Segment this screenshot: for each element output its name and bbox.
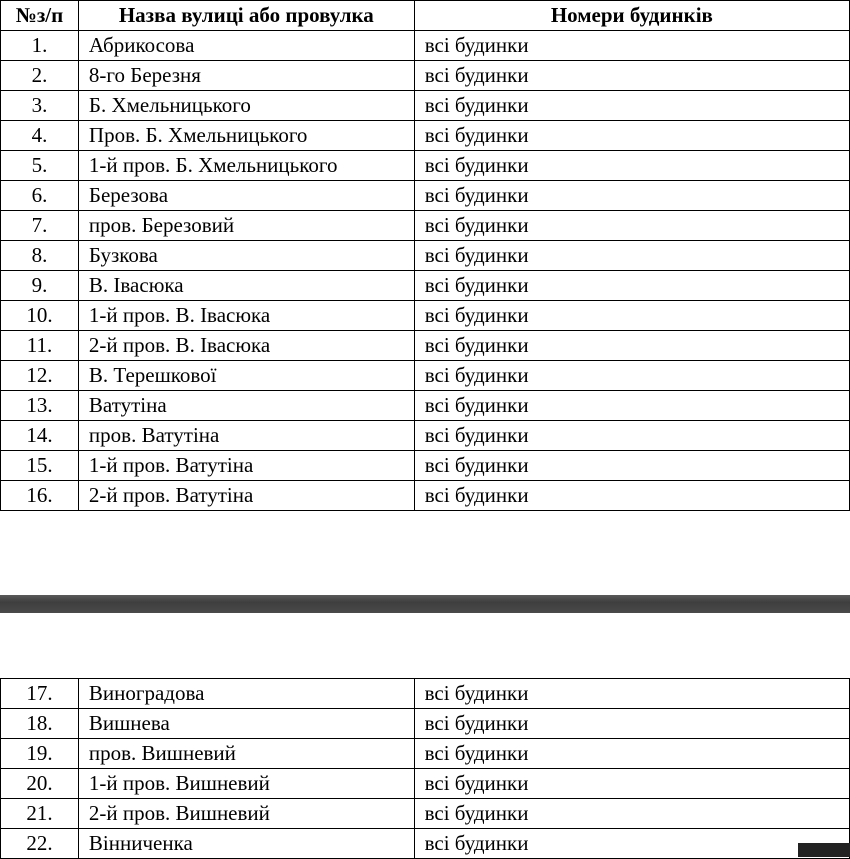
street-name: Абрикосова: [78, 31, 414, 61]
row-number: 19.: [1, 739, 79, 769]
house-numbers: всі будинки: [414, 421, 849, 451]
row-number: 10.: [1, 301, 79, 331]
table-row: [1, 391, 850, 421]
house-numbers: всі будинки: [414, 361, 849, 391]
street-name: Вишнева: [78, 709, 414, 739]
street-name: Пров. Б. Хмельницького: [78, 121, 414, 151]
table-row: [1, 421, 850, 451]
row-number: 1.: [1, 31, 79, 61]
street-name: 1-й пров. Б. Хмельницького: [78, 151, 414, 181]
row-number: 14.: [1, 421, 79, 451]
house-numbers: всі будинки: [414, 241, 849, 271]
row-number: 15.: [1, 451, 79, 481]
house-numbers: всі будинки: [414, 271, 849, 301]
row-number: 9.: [1, 271, 79, 301]
row-number: 2.: [1, 61, 79, 91]
table-row: [1, 271, 850, 301]
street-name: Виноградова: [78, 679, 414, 709]
street-name: пров. Ватутіна: [78, 421, 414, 451]
table-row: [1, 799, 850, 829]
header-number: №з/п: [1, 1, 79, 31]
house-numbers: всі будинки: [414, 451, 849, 481]
row-number: 18.: [1, 709, 79, 739]
table-header-row: [1, 1, 850, 31]
house-numbers: всі будинки: [414, 709, 849, 739]
house-numbers: всі будинки: [414, 211, 849, 241]
row-number: 8.: [1, 241, 79, 271]
table-row: [1, 361, 850, 391]
table-row: [1, 241, 850, 271]
house-numbers: всі будинки: [414, 31, 849, 61]
street-name: 2-й пров. Вишневий: [78, 799, 414, 829]
street-name: Вінниченка: [78, 829, 414, 859]
row-number: 21.: [1, 799, 79, 829]
table-row: [1, 301, 850, 331]
table-row: [1, 31, 850, 61]
house-numbers: всі будинки: [414, 799, 849, 829]
street-name: 1-й пров. Ватутіна: [78, 451, 414, 481]
table-row: [1, 211, 850, 241]
house-numbers: всі будинки: [414, 181, 849, 211]
row-number: 17.: [1, 679, 79, 709]
house-numbers: всі будинки: [414, 91, 849, 121]
house-numbers: всі будинки: [414, 151, 849, 181]
table-row: [1, 709, 850, 739]
page-gap: [0, 595, 850, 613]
table-row: [1, 829, 850, 859]
house-numbers: всі будинки: [414, 829, 849, 859]
house-numbers: всі будинки: [414, 301, 849, 331]
row-number: 22.: [1, 829, 79, 859]
table-row: [1, 769, 850, 799]
corner-overlay: [798, 843, 850, 857]
header-street-name: Назва вулиці або провулка: [78, 1, 414, 31]
row-number: 20.: [1, 769, 79, 799]
table-row: [1, 151, 850, 181]
street-name: пров. Вишневий: [78, 739, 414, 769]
street-name: 2-й пров. Ватутіна: [78, 481, 414, 511]
document-page-2: [0, 613, 850, 857]
table-row: [1, 91, 850, 121]
house-numbers: всі будинки: [414, 331, 849, 361]
street-name: В. Івасюка: [78, 271, 414, 301]
house-numbers: всі будинки: [414, 121, 849, 151]
row-number: 4.: [1, 121, 79, 151]
row-number: 16.: [1, 481, 79, 511]
row-number: 13.: [1, 391, 79, 421]
header-house-numbers: Номери будинків: [414, 1, 849, 31]
street-name: пров. Березовий: [78, 211, 414, 241]
table-row: [1, 181, 850, 211]
table-row: [1, 451, 850, 481]
table-row: [1, 481, 850, 511]
street-name: Ватутіна: [78, 391, 414, 421]
street-name: Б. Хмельницького: [78, 91, 414, 121]
table-row: [1, 739, 850, 769]
house-numbers: всі будинки: [414, 739, 849, 769]
street-name: Бузкова: [78, 241, 414, 271]
table-row: [1, 331, 850, 361]
table-row: [1, 121, 850, 151]
house-numbers: всі будинки: [414, 61, 849, 91]
house-numbers: всі будинки: [414, 481, 849, 511]
house-numbers: всі будинки: [414, 769, 849, 799]
table-row: [1, 679, 850, 709]
row-number: 5.: [1, 151, 79, 181]
house-numbers: всі будинки: [414, 679, 849, 709]
table-row: [1, 61, 850, 91]
row-number: 3.: [1, 91, 79, 121]
streets-table-page-2: [0, 678, 850, 859]
street-name: 1-й пров. Вишневий: [78, 769, 414, 799]
row-number: 6.: [1, 181, 79, 211]
row-number: 12.: [1, 361, 79, 391]
street-name: В. Терешкової: [78, 361, 414, 391]
street-name: 8-го Березня: [78, 61, 414, 91]
street-name: Березова: [78, 181, 414, 211]
row-number: 7.: [1, 211, 79, 241]
street-name: 1-й пров. В. Івасюка: [78, 301, 414, 331]
house-numbers: всі будинки: [414, 391, 849, 421]
street-name: 2-й пров. В. Івасюка: [78, 331, 414, 361]
row-number: 11.: [1, 331, 79, 361]
